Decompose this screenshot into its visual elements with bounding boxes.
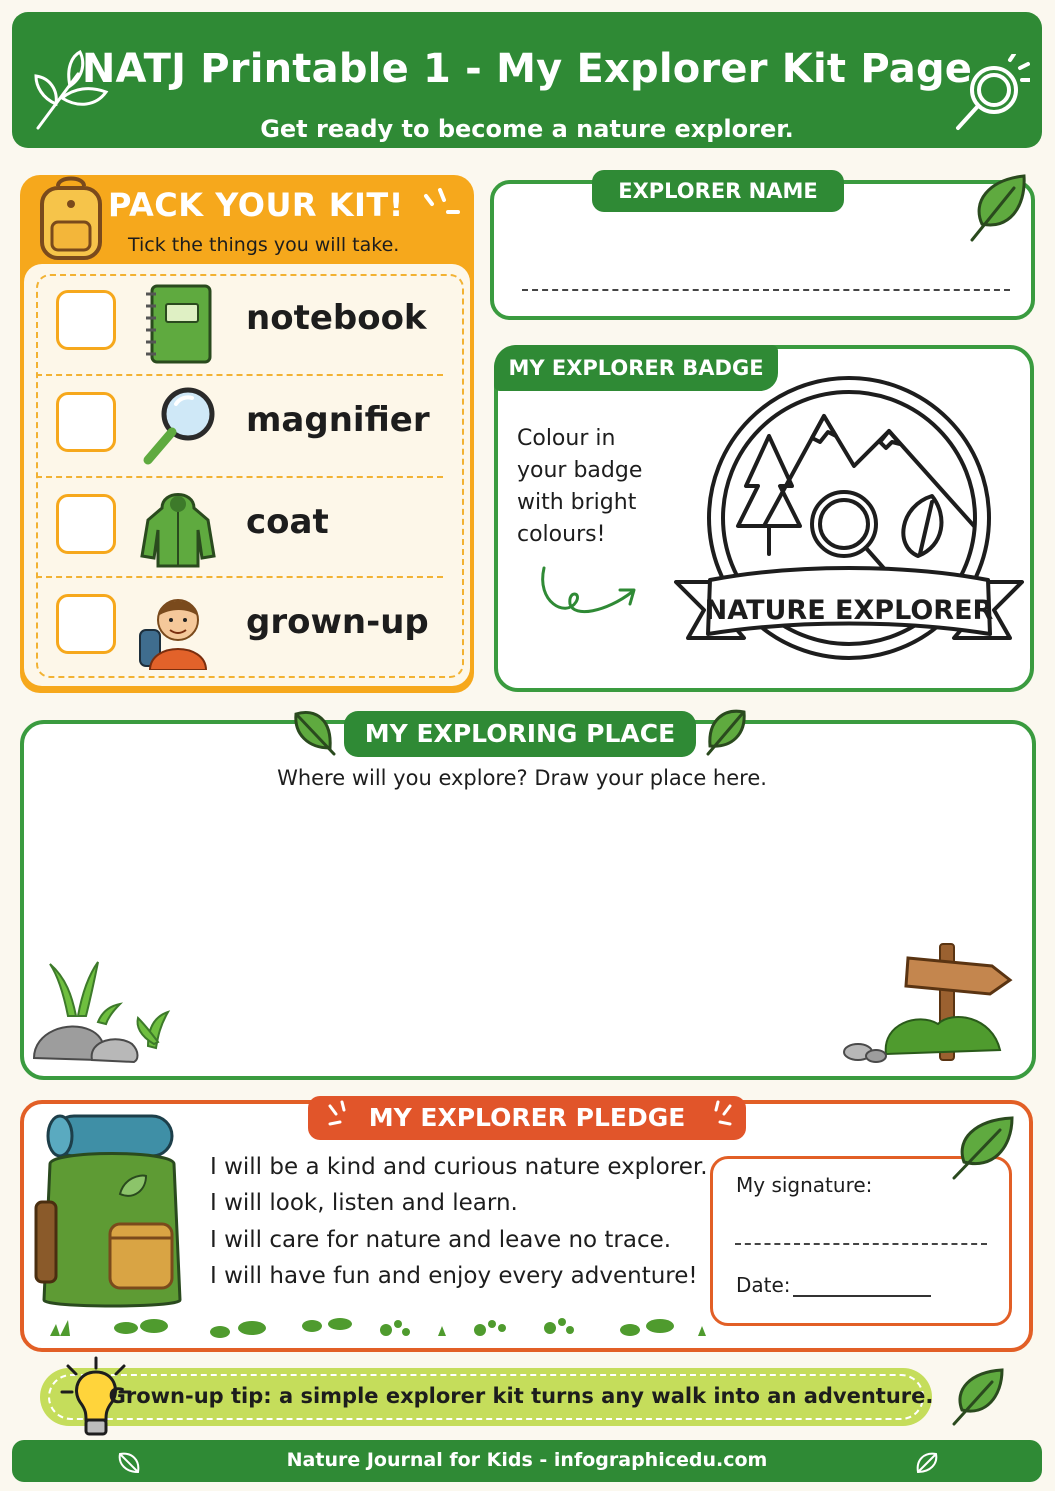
kit-item-label: grown-up [246,602,429,642]
grown-up-tip-text: Grown-up tip: a simple explorer kit turns any walk into an adventure. [108,1384,934,1408]
leaf-sprig-icon [28,46,118,136]
pledge-line: I will care for nature and leave no trace. [210,1227,672,1253]
checkbox[interactable] [56,494,116,554]
badge-instruction-line: Colour in [517,426,616,451]
kit-item-label: notebook [246,298,427,338]
exploring-place-instruction: Where will you explore? Draw your place here. [277,766,767,790]
leaf-icon [950,1368,1006,1426]
coat-icon [136,486,220,570]
page-subtitle: Get ready to become a nature explorer. [260,115,794,143]
explorer-name-title: EXPLORER NAME [592,170,844,212]
checkbox[interactable] [56,290,116,350]
leaf-icon [704,704,750,756]
signature-label: My signature: [736,1173,873,1197]
magnifying-glass-icon [950,54,1030,142]
magnifier-icon [136,384,220,468]
kit-item-magnifier [36,374,443,476]
badge-instruction-line: your badge [517,458,643,483]
kit-item-label: coat [246,502,329,542]
kit-item-grown-up [36,576,443,678]
exploring-place-title: MY EXPLORING PLACE [344,711,696,757]
badge-outline-drawing [674,376,1024,672]
leaf-icon [968,172,1030,242]
rocks-and-grass-icon [28,956,188,1066]
notebook-icon [136,282,220,366]
leaf-icon [290,704,336,756]
date-line[interactable] [793,1295,931,1297]
leaf-icon [950,1114,1018,1180]
pledge-line: I will look, listen and learn. [210,1190,518,1216]
footer-text: Nature Journal for Kids - infographicedu.com [286,1449,768,1471]
sparkle-lines-icon [326,1100,356,1132]
signpost-icon [842,940,1018,1064]
kit-item-notebook [36,272,443,374]
pack-kit-instruction: Tick the things you will take. [128,234,400,256]
footprints-row-icon [46,1310,726,1340]
badge-instruction-line: colours! [517,522,606,547]
name-write-line[interactable] [522,289,1010,291]
curly-arrow-icon [536,562,644,622]
kit-item-coat [36,476,443,578]
explorer-pledge-title: MY EXPLORER PLEDGE [308,1096,746,1140]
pledge-line: I will be a kind and curious nature explorer. [210,1154,708,1180]
badge-banner-text: NATURE EXPLORER [704,595,994,626]
checkbox[interactable] [56,594,116,654]
grown-up-icon [136,586,220,670]
backpack-illustration [30,1114,194,1314]
leaf-icon [914,1448,942,1476]
pledge-line: I will have fun and enjoy every adventure! [210,1263,698,1289]
sparkle-lines-icon [704,1100,734,1132]
page-header [12,12,1042,148]
explorer-badge-title: MY EXPLORER BADGE [494,345,778,391]
page-title: NATJ Printable 1 - My Explorer Kit Page [81,46,973,92]
signature-line[interactable] [735,1243,987,1245]
sparkle-lines-icon [422,186,462,224]
date-label: Date: [736,1273,791,1297]
pack-kit-title: PACK YOUR KIT! [108,186,404,224]
badge-instruction-line: with bright [517,490,637,515]
checkbox[interactable] [56,392,116,452]
backpack-icon [34,174,108,262]
kit-item-label: magnifier [246,400,430,440]
